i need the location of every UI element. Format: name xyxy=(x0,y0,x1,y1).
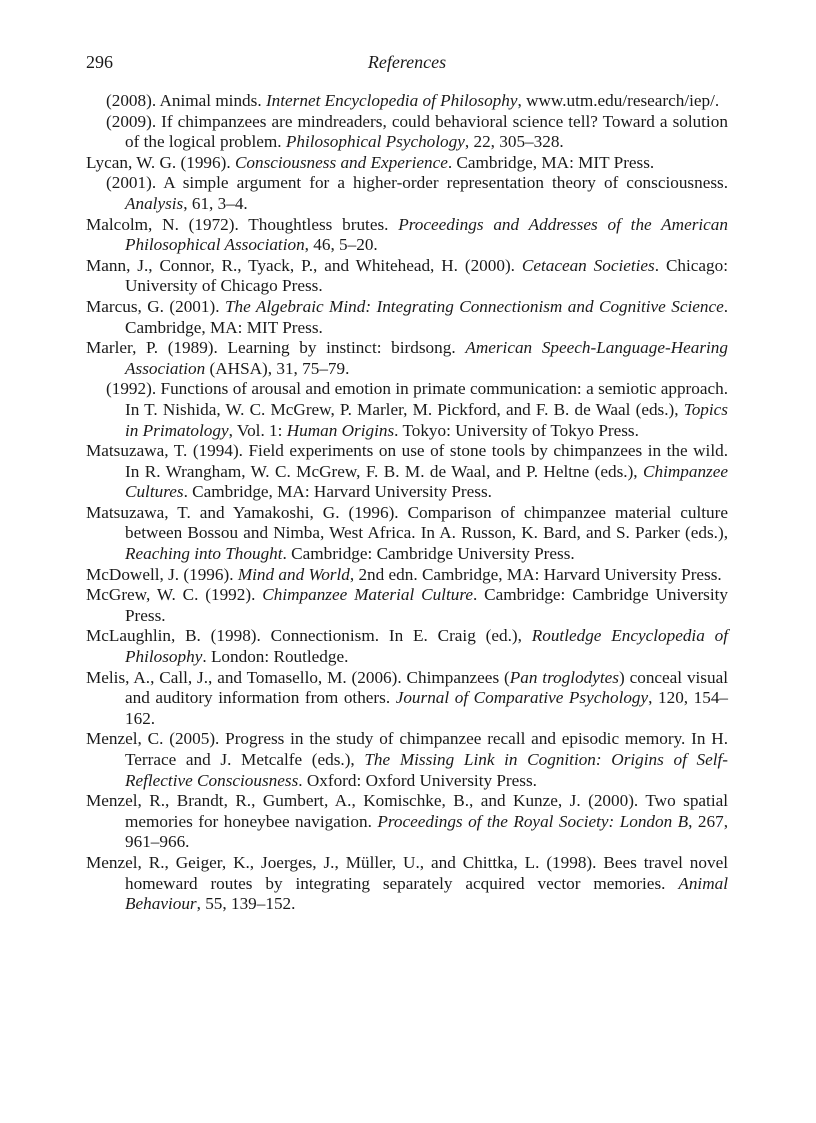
reference-title: Pan troglodytes xyxy=(509,667,619,687)
reference-title: Analysis xyxy=(125,193,184,213)
reference-entry xyxy=(86,153,728,174)
reference-title: Chimpanzee Material Culture xyxy=(262,585,474,605)
reference-entry xyxy=(86,256,728,297)
reference-entry xyxy=(86,626,728,667)
reference-text: . Cambridge, MA: MIT Press. xyxy=(125,296,729,337)
reference-text: Marcus, G. (2001). xyxy=(86,296,225,316)
reference-title: Mind and World xyxy=(237,564,350,584)
reference-text: Matsuzawa, T. (1994). Field experiments on use of stone tools by chimpanzees in the wild. In R. Wrangham, W. C. McGrew, F. B. M. de Waal, and P. Heltne (eds.), xyxy=(86,441,728,481)
section-title: References xyxy=(367,52,447,72)
reference-text: Lycan, W. G. (1996). xyxy=(86,152,235,172)
reference-text: , Vol. 1: xyxy=(228,420,287,440)
reference-text: Menzel, R., Geiger, K., Joerges, J., Müller, U., and Chittka, L. (1998). Bees travel novel homeward routes by integrating separately acquired vector memories. xyxy=(86,852,728,893)
reference-text: McDowell, J. (1996). xyxy=(86,564,238,584)
reference-title: Philosophical Psychology xyxy=(285,132,465,152)
reference-entry xyxy=(86,338,728,379)
reference-title: Topics in Primatology xyxy=(125,399,728,440)
reference-text: ) conceal visual and auditory information from others. xyxy=(125,667,728,708)
reference-text: Menzel, R., Brandt, R., Gumbert, A., Komischke, B., and Kunze, J. (2000). Two spatial memories for honeybee navigation. xyxy=(86,791,728,831)
running-head xyxy=(86,50,728,80)
reference-title: Routledge Encyclopedia of Philosophy xyxy=(125,626,728,667)
reference-text: Melis, A., Call, J., and Tomasello, M. (2006). Chimpanzees ( xyxy=(86,667,510,687)
reference-text: , 46, 5–20. xyxy=(304,235,378,255)
reference-text: , 55, 139–152. xyxy=(196,894,296,914)
reference-title: Reaching into Thought xyxy=(125,544,283,564)
reference-text: . London: Routledge. xyxy=(202,647,349,667)
reference-text: . Oxford: Oxford University Press. xyxy=(298,770,537,790)
reference-entry xyxy=(86,853,728,915)
reference-title: American Speech-Language-Hearing Association xyxy=(125,338,728,378)
reference-entry xyxy=(86,215,728,256)
reference-title: Chimpanzee Cultures xyxy=(125,461,728,502)
reference-text: (1992). Functions of arousal and emotion in primate communication: a semiotic approach. In T. Nishida, W. C. McGrew, P. Marler, M. Pickford, and F. B. de Waal (eds.), xyxy=(106,379,728,419)
reference-entry xyxy=(86,668,728,730)
reference-entry-continuation xyxy=(86,112,728,153)
reference-entry xyxy=(86,585,728,626)
reference-text: . Tokyo: University of Tokyo Press. xyxy=(394,420,639,440)
reference-text: (2009). If chimpanzees are mindreaders, could behavioral science tell? Toward a solution of the logical problem. xyxy=(106,111,728,152)
reference-text: Marler, P. (1989). Learning by instinct: birdsong. xyxy=(86,338,466,358)
reference-title: Proceedings of the Royal Society: London B xyxy=(377,811,689,831)
reference-text: . Cambridge, MA: Harvard University Press. xyxy=(183,482,492,502)
reference-text: , 61, 3–4. xyxy=(183,193,248,213)
reference-text: Menzel, C. (2005). Progress in the study of chimpanzee recall and episodic memory. In H. Terrace and J. Metcalfe (eds.), xyxy=(86,729,728,769)
reference-text: Malcolm, N. (1972). Thoughtless brutes. xyxy=(86,214,399,234)
reference-title: Human Origins xyxy=(286,420,395,440)
reference-text: . Cambridge, MA: MIT Press. xyxy=(447,152,655,172)
reference-title: Journal of Comparative Psychology xyxy=(395,688,649,708)
reference-list xyxy=(86,91,728,915)
reference-entry xyxy=(86,441,728,503)
reference-text: McGrew, W. C. (1992). xyxy=(86,585,263,605)
reference-text: . Cambridge: Cambridge University Press. xyxy=(125,585,728,625)
reference-title: Animal Behaviour xyxy=(125,873,728,914)
reference-entry xyxy=(86,503,728,565)
reference-entry-continuation xyxy=(86,173,728,214)
page xyxy=(86,50,728,915)
reference-text: , www.utm.edu/research/iep/. xyxy=(517,91,720,110)
reference-entry xyxy=(86,565,728,586)
reference-title: Proceedings and Addresses of the American Philosophical Association xyxy=(125,214,728,255)
reference-entry-continuation xyxy=(86,379,728,441)
reference-text: Matsuzawa, T. and Yamakoshi, G. (1996). Comparison of chimpanzee material culture between Bossou and Nimba, West Africa. In A. Russon, K. Bard, and S. Parker (eds.), xyxy=(86,502,728,543)
reference-entry-continuation xyxy=(86,91,728,112)
reference-text: , 120, 154–162. xyxy=(125,688,729,728)
reference-text: (2001). A simple argument for a higher-order representation theory of consciousness. xyxy=(106,173,728,193)
reference-entry xyxy=(86,297,728,338)
page-number: 296 xyxy=(86,52,113,72)
reference-title: Internet Encyclopedia of Philosophy xyxy=(265,91,518,110)
reference-text: Mann, J., Connor, R., Tyack, P., and Whitehead, H. (2000). xyxy=(86,255,522,275)
reference-title: Consciousness and Experience xyxy=(234,152,448,172)
reference-entry xyxy=(86,791,728,853)
reference-entry xyxy=(86,729,728,791)
reference-text: . Cambridge: Cambridge University Press. xyxy=(282,544,575,564)
reference-text: (2008). Animal minds. xyxy=(106,91,266,110)
reference-title: Cetacean Societies xyxy=(521,255,655,275)
reference-text: (AHSA), 31, 75–79. xyxy=(205,358,350,378)
reference-text: , 22, 305–328. xyxy=(464,132,564,152)
reference-text: , 267, 961–966. xyxy=(125,811,728,852)
reference-text: , 2nd edn. Cambridge, MA: Harvard University Press. xyxy=(349,564,722,584)
reference-text: . Chicago: University of Chicago Press. xyxy=(125,255,728,296)
reference-text: McLaughlin, B. (1998). Connectionism. In E. Craig (ed.), xyxy=(86,626,532,646)
reference-title: The Algebraic Mind: Integrating Connectionism and Cognitive Science xyxy=(224,296,724,316)
reference-title: The Missing Link in Cognition: Origins of Self-Reflective Consciousness xyxy=(125,750,728,790)
